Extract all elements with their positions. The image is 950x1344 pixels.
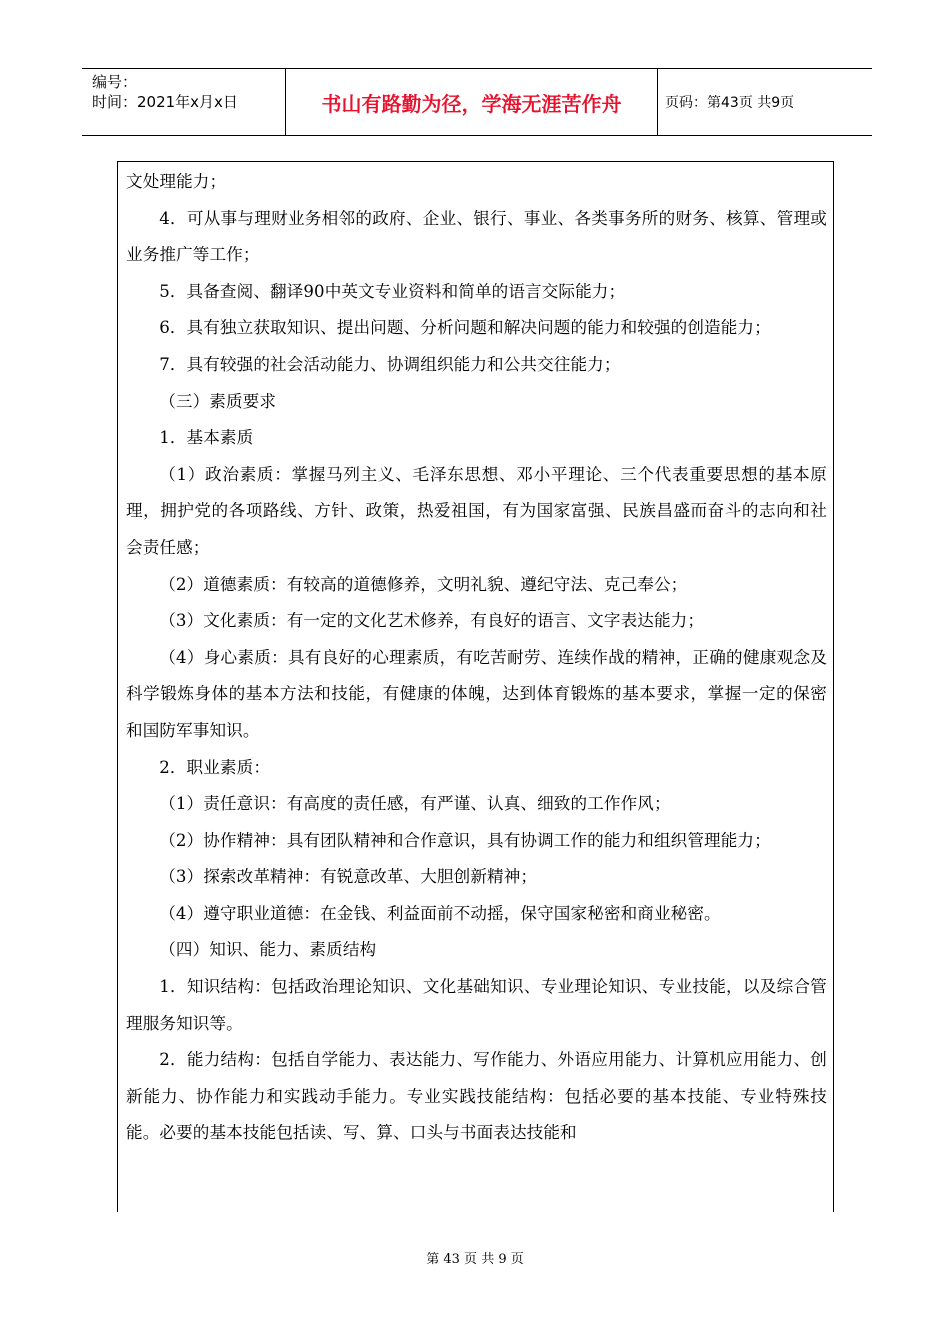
body-paragraph: （三）素质要求	[159, 391, 277, 411]
body-paragraph: 1．基本素质	[159, 428, 254, 448]
header-divider-right	[657, 68, 658, 136]
document-number-label: 编号：	[92, 73, 138, 91]
body-paragraph: （1）责任意识：有高度的责任感，有严谨、认真、细致的工作作风；	[159, 794, 671, 814]
header-page-info: 页码：第43页 共9页	[665, 95, 795, 111]
content-frame	[117, 161, 834, 1212]
body-paragraph: （1）政治素质：掌握马列主义、毛泽东思想、邓小平理论、三个代表重要思想的基本原理，拥护党的各项路线、方针、政策，热爱祖国，有为国家富强、民族昌盛而奋斗的志向和社会责任感；	[126, 464, 827, 557]
document-time-label: 时间：2021年x月x日	[92, 93, 238, 111]
body-paragraph: （2）协作精神：具有团队精神和合作意识，具有协调工作的能力和组织管理能力；	[159, 830, 771, 850]
document-body	[118, 162, 833, 1152]
body-paragraph: 4．可从事与理财业务相邻的政府、企业、银行、事业、各类事务所的财务、核算、管理或业务推广等工作；	[126, 208, 827, 265]
page-footer: 第 43 页 共 9 页	[426, 1252, 524, 1267]
body-paragraph: 文处理能力；	[126, 172, 227, 191]
body-paragraph: 6．具有独立获取知识、提出问题、分析问题和解决问题的能力和较强的创造能力；	[159, 318, 771, 338]
body-paragraph: （2）道德素质：有较高的道德修养，文明礼貌、遵纪守法、克己奉公；	[159, 574, 688, 594]
body-paragraph: 5．具备查阅、翻译90中英文专业资料和简单的语言交际能力；	[159, 281, 626, 301]
body-paragraph: 1．知识结构：包括政治理论知识、文化基础知识、专业理论知识、专业技能，以及综合管理服务知识等。	[126, 977, 827, 1033]
body-paragraph: 2．职业素质：	[159, 757, 271, 777]
body-paragraph: （4）遵守职业道德：在金钱、利益面前不动摇，保守国家秘密和商业秘密。	[159, 903, 721, 923]
body-paragraph: （3）文化素质：有一定的文化艺术修养，有良好的语言、文字表达能力；	[159, 611, 705, 631]
body-paragraph: 2．能力结构：包括自学能力、表达能力、写作能力、外语应用能力、计算机应用能力、创新能力、协作能力和实践动手能力。专业实践技能结构：包括必要的基本技能、专业特殊技能。必要的基本技能包括读、写、算、口头与书面表达技能和	[126, 1050, 827, 1143]
body-paragraph: 7．具有较强的社会活动能力、协调组织能力和公共交往能力；	[159, 354, 621, 374]
header-bottom-rule	[82, 135, 872, 136]
header-meta	[92, 72, 238, 112]
body-paragraph: （四）知识、能力、素质结构	[159, 940, 377, 960]
header-motto: 书山有路勤为径，学海无涯苦作舟	[321, 92, 622, 116]
header-top-rule	[82, 68, 872, 69]
body-paragraph: （3）探索改革精神：有锐意改革、大胆创新精神；	[159, 867, 538, 887]
body-paragraph: （4）身心素质：具有良好的心理素质，有吃苦耐劳、连续作战的精神，正确的健康观念及科学锻炼身体的基本方法和技能，有健康的体魄，达到体育锻炼的基本要求，掌握一定的保密和国防军事知识。	[126, 647, 827, 740]
